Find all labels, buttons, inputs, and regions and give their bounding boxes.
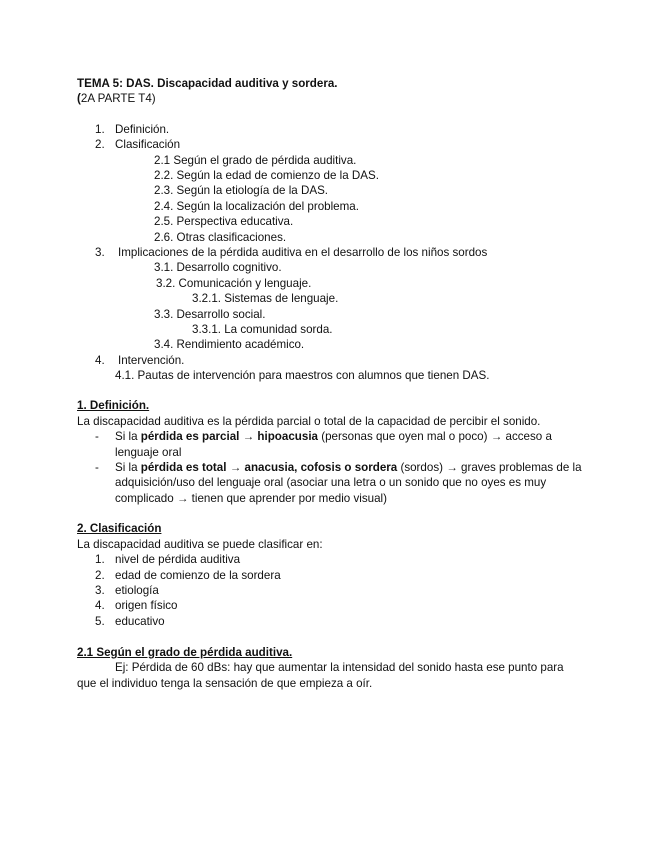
table-of-contents <box>77 122 582 384</box>
bullet-text: (personas que oyen mal o poco) → acceso a lenguaje oral <box>115 430 552 459</box>
toc-subitem <box>77 368 582 383</box>
toc-subitem-label: 2.4. Según la localización del problema. <box>154 199 359 213</box>
list-text: nivel de pérdida auditiva <box>115 553 241 567</box>
toc-item-label: Clasificación <box>115 138 181 152</box>
dash-bullet: - <box>95 430 99 444</box>
bold-term: hipoacusia <box>257 430 318 444</box>
bullet-item <box>77 429 582 460</box>
section-definicion <box>77 398 582 506</box>
toc-subitem <box>77 214 582 229</box>
toc-subitem-label: 3.1. Desarrollo cognitivo. <box>154 261 282 275</box>
toc-subitem-label: 2.5. Perspectiva educativa. <box>154 215 294 229</box>
toc-subitem <box>77 276 582 291</box>
section-grado-perdida <box>77 645 582 691</box>
toc-item-number: 4. <box>95 353 105 367</box>
list-text: educativo <box>115 614 165 628</box>
subtitle-text: 2A PARTE T4) <box>80 92 156 106</box>
toc-item-label: Intervención. <box>118 353 185 367</box>
toc-item <box>77 137 582 152</box>
list-item <box>77 583 582 598</box>
list-number: 1. <box>95 553 105 567</box>
section-intro: La discapacidad auditiva es la pérdida parcial o total de la capacidad de percibir el sonido. <box>77 414 541 428</box>
toc-subitem-label: 2.2. Según la edad de comienzo de la DAS. <box>154 168 379 182</box>
subtitle-paren: ( <box>77 92 81 106</box>
toc-subitem-label: 3.3. Desarrollo social. <box>154 307 266 321</box>
list-number: 2. <box>95 568 105 582</box>
toc-subitem-label: 2.1 Según el grado de pérdida auditiva. <box>154 153 357 167</box>
list-item <box>77 598 582 613</box>
bullet-text: Si la <box>115 430 141 444</box>
toc-item <box>77 122 582 137</box>
toc-subsubitem-label: 3.2.1. Sistemas de lenguaje. <box>192 292 339 306</box>
toc-subitem <box>77 307 582 322</box>
list-item <box>77 568 582 583</box>
toc-subitem-label: 2.3. Según la etiología de la DAS. <box>154 184 329 198</box>
section-heading: 2.1 Según el grado de pérdida auditiva. <box>77 646 293 660</box>
bullet-text: (sordos) → graves problemas de la adquisición/uso del lenguaje oral (asociar una letra o un sonido que no oyes es muy complicado → tienen que aprender por medio visual) <box>115 461 582 505</box>
list-number: 4. <box>95 599 105 613</box>
toc-item-number: 1. <box>95 122 105 136</box>
list-item <box>77 552 582 567</box>
bullet-text: Si la <box>115 461 141 475</box>
toc-subitem <box>77 153 582 168</box>
toc-subitem-label: 4.1. Pautas de intervención para maestros con alumnos que tienen DAS. <box>115 369 490 383</box>
list-item <box>77 614 582 629</box>
toc-item-label: Implicaciones de la pérdida auditiva en el desarrollo de los niños sordos <box>118 245 488 259</box>
bullet-item <box>77 460 582 506</box>
list-number: 5. <box>95 614 105 628</box>
toc-item-number: 2. <box>95 138 105 152</box>
section-paragraph: Ej: Pérdida de 60 dBs: hay que aumentar la intensidad del sonido hasta ese punto para que el individuo tenga la sensación de que empieza a oír. <box>77 661 564 690</box>
document-page <box>77 76 582 691</box>
dash-bullet: - <box>95 461 99 475</box>
list-text: origen físico <box>115 599 178 613</box>
section-heading: 1. Definición. <box>77 399 150 413</box>
toc-subitem <box>77 199 582 214</box>
bold-term: anacusia, cofosis o sordera <box>244 461 398 475</box>
toc-subsubitem <box>77 322 582 337</box>
toc-subitem <box>77 183 582 198</box>
arrow: → <box>226 461 245 475</box>
toc-subitem <box>77 337 582 352</box>
document-title: TEMA 5: DAS. Discapacidad auditiva y sordera. <box>77 77 338 90</box>
bold-term: pérdida es total <box>140 461 227 475</box>
toc-item <box>77 353 582 368</box>
bold-term: pérdida es parcial <box>140 430 240 444</box>
toc-item-number: 3. <box>95 245 105 259</box>
toc-subsubitem-label: 3.3.1. La comunidad sorda. <box>192 322 333 336</box>
toc-subitem-label: 3.4. Rendimiento académico. <box>154 338 305 352</box>
toc-subitem-label: 3.2. Comunicación y lenguaje. <box>156 276 312 290</box>
section-heading: 2. Clasificación <box>77 522 162 536</box>
list-text: edad de comienzo de la sordera <box>115 568 281 582</box>
toc-item-label: Definición. <box>115 122 170 136</box>
list-text: etiología <box>115 583 159 597</box>
toc-subsubitem <box>77 291 582 306</box>
toc-subitem-label: 2.6. Otras clasificaciones. <box>154 230 287 244</box>
section-intro: La discapacidad auditiva se puede clasificar en: <box>77 537 323 551</box>
toc-subitem <box>77 168 582 183</box>
toc-item <box>77 245 582 260</box>
list-number: 3. <box>95 583 105 597</box>
toc-subitem <box>77 260 582 275</box>
toc-subitem <box>77 230 582 245</box>
section-clasificacion <box>77 521 582 629</box>
arrow: → <box>239 430 258 444</box>
document-subtitle <box>77 91 582 106</box>
classification-list <box>77 552 582 629</box>
